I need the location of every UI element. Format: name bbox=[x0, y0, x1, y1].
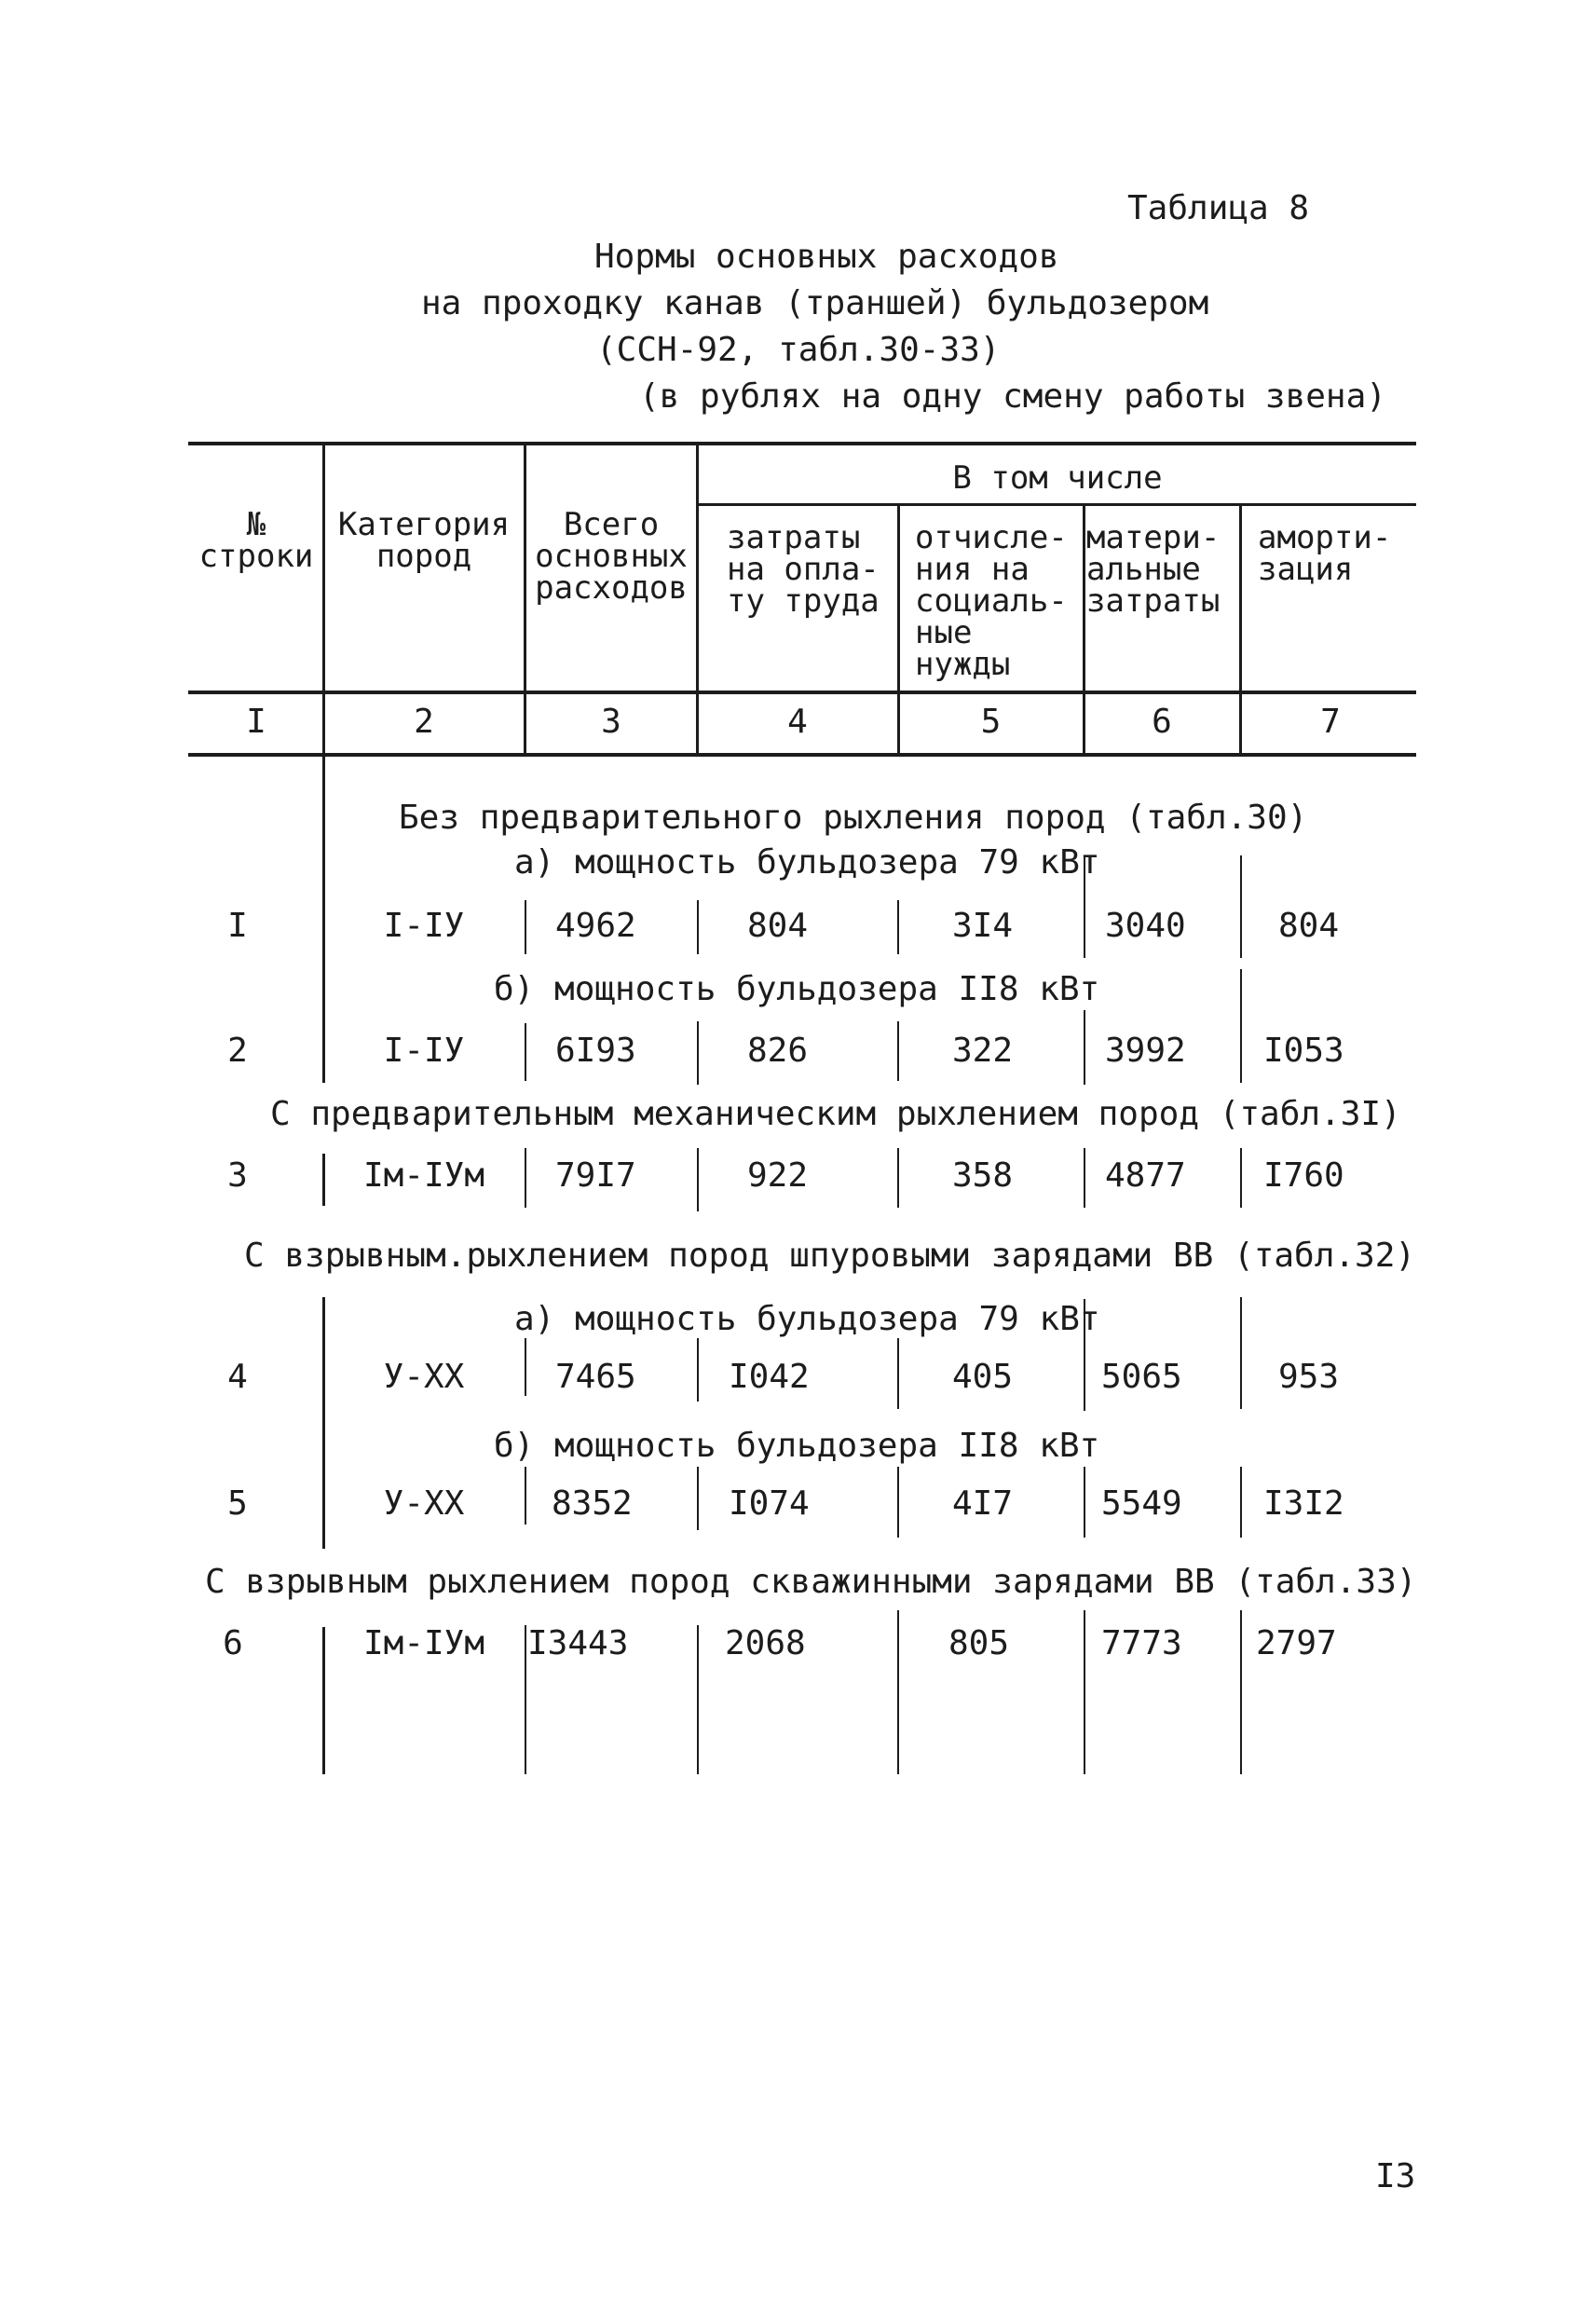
table-cell: 2068 bbox=[725, 1624, 806, 1662]
table-cell: I053 bbox=[1263, 1032, 1344, 1070]
table-cell: 3992 bbox=[1105, 1032, 1186, 1070]
body-line-col2 bbox=[525, 1625, 526, 1774]
table-cell: 6I93 bbox=[555, 1032, 636, 1070]
col-numbers-bottom-rule bbox=[188, 753, 1416, 757]
col-number: 2 bbox=[414, 703, 434, 741]
table-cell: Iм-IУм bbox=[362, 1156, 485, 1195]
table-cell: 2797 bbox=[1256, 1624, 1337, 1662]
table-cell: 826 bbox=[747, 1032, 809, 1070]
table-label: Таблица 8 bbox=[1127, 189, 1310, 227]
body-line-col2 bbox=[525, 900, 526, 954]
col-header-labor: затраты на опла- ту труда bbox=[727, 519, 880, 620]
body-line-col2 bbox=[525, 1023, 526, 1081]
page-number: I3 bbox=[1375, 2157, 1416, 2195]
col-number: 3 bbox=[601, 703, 621, 741]
header-divider-2 bbox=[524, 442, 526, 755]
table-cell: У-XX bbox=[383, 1358, 465, 1396]
table-cell: 4I7 bbox=[952, 1484, 1014, 1523]
body-line-col6 bbox=[1240, 855, 1242, 958]
body-line-col3 bbox=[697, 1021, 699, 1085]
section-subheading: б) мощность бульдозера II8 кВт bbox=[494, 1427, 1100, 1465]
group-header-rule bbox=[697, 503, 1416, 506]
body-line-col5 bbox=[1084, 1148, 1085, 1208]
table-cell: 405 bbox=[952, 1358, 1014, 1396]
body-line-col3 bbox=[697, 1625, 699, 1774]
body-line-col2 bbox=[525, 1338, 526, 1396]
body-line-col2 bbox=[525, 1467, 526, 1525]
section-subheading: б) мощность бульдозера II8 кВт bbox=[494, 970, 1100, 1008]
section-heading: С предварительным механическим рыхлением пород (табл.3I) bbox=[270, 1095, 1401, 1133]
body-line-col4 bbox=[897, 1610, 899, 1774]
body-line-col4 bbox=[897, 1148, 899, 1208]
table-cell: У-XX bbox=[383, 1484, 465, 1523]
col-header-category: Категория пород bbox=[337, 506, 511, 575]
body-line-col6 bbox=[1240, 969, 1242, 1083]
body-line-col5 bbox=[1084, 1610, 1085, 1774]
table-cell: I042 bbox=[729, 1358, 810, 1396]
body-line-col4 bbox=[897, 1338, 899, 1409]
table-cell: I-IУ bbox=[383, 1032, 465, 1070]
table-cell: I074 bbox=[729, 1484, 810, 1523]
table-cell: I-IУ bbox=[383, 907, 465, 945]
section-heading: С взрывным рыхлением пород скважинными зарядами ВВ (табл.33) bbox=[205, 1563, 1417, 1601]
body-line-col3 bbox=[697, 1467, 699, 1530]
table-cell: 4877 bbox=[1105, 1156, 1186, 1195]
table-cell: 2 bbox=[227, 1032, 248, 1070]
table-cell: 358 bbox=[952, 1156, 1014, 1195]
col-header-row-number: № строки bbox=[198, 506, 314, 575]
table-cell: 8352 bbox=[552, 1484, 633, 1523]
table-cell: 7773 bbox=[1101, 1624, 1182, 1662]
col-number: 5 bbox=[980, 703, 1002, 741]
col-header-group: В том числе bbox=[952, 459, 1163, 497]
table-cell: 3 bbox=[227, 1156, 248, 1195]
table-cell: 4962 bbox=[555, 907, 636, 945]
col-number: 7 bbox=[1320, 703, 1341, 741]
table-cell: 3I4 bbox=[952, 907, 1014, 945]
table-cell: 3040 bbox=[1105, 907, 1186, 945]
body-line-col6 bbox=[1240, 1610, 1242, 1774]
body-line-col3 bbox=[697, 1148, 699, 1211]
col-number: 4 bbox=[787, 703, 808, 741]
table-cell: 5549 bbox=[1101, 1484, 1182, 1523]
section-subheading: а) мощность бульдозера 79 кВт bbox=[514, 1300, 1100, 1338]
table-cell: I760 bbox=[1263, 1156, 1344, 1195]
table-top-rule bbox=[188, 442, 1416, 445]
table-cell: 953 bbox=[1278, 1358, 1340, 1396]
col-header-materials: матери- альные затраты bbox=[1086, 519, 1221, 620]
section-heading: С взрывным.рыхлением пород шпуровыми зарядами ВВ (табл.32) bbox=[244, 1237, 1416, 1275]
table-cell: 6 bbox=[223, 1624, 243, 1662]
body-line-col4 bbox=[897, 1467, 899, 1538]
table-cell: 7465 bbox=[555, 1358, 636, 1396]
table-cell: 804 bbox=[1278, 907, 1340, 945]
col-number: I bbox=[246, 703, 266, 741]
table-cell: I3443 bbox=[527, 1624, 629, 1662]
col-header-social: отчисле- ния на социаль- ные нужды bbox=[915, 519, 1068, 683]
table-title-line3: (ССН-92, табл.30-33) bbox=[596, 331, 1001, 369]
body-line-col5 bbox=[1084, 1467, 1085, 1538]
body-line-col3 bbox=[697, 1338, 699, 1402]
body-line-col3 bbox=[697, 900, 699, 954]
section-heading: Без предварительного рыхления пород (табл.30) bbox=[399, 799, 1308, 837]
table-cell: Iм-IУм bbox=[362, 1624, 485, 1662]
table-cell: 5065 bbox=[1101, 1358, 1182, 1396]
body-line-col6 bbox=[1240, 1467, 1242, 1538]
table-cell: 922 bbox=[747, 1156, 809, 1195]
table-cell: 804 bbox=[747, 907, 809, 945]
table-title-line1: Нормы основных расходов bbox=[594, 238, 1059, 276]
body-line-col4 bbox=[897, 900, 899, 954]
body-line-col6 bbox=[1240, 1148, 1242, 1208]
table-cell: I bbox=[227, 907, 248, 945]
col-number: 6 bbox=[1152, 703, 1172, 741]
body-line-col5 bbox=[1084, 1010, 1085, 1085]
table-cell: 805 bbox=[948, 1624, 1010, 1662]
table-cell: 5 bbox=[227, 1484, 248, 1523]
table-cell: 322 bbox=[952, 1032, 1014, 1070]
section-subheading: а) мощность бульдозера 79 кВт bbox=[514, 843, 1100, 882]
body-line-col6 bbox=[1240, 1297, 1242, 1409]
table-cell: 79I7 bbox=[555, 1156, 636, 1195]
table-cell: 4 bbox=[227, 1358, 248, 1396]
table-cell: I3I2 bbox=[1263, 1484, 1344, 1523]
table-title-line2: на проходку канав (траншей) бульдозером bbox=[421, 284, 1209, 322]
table-units: (в рублях на одну смену работы звена) bbox=[639, 377, 1386, 416]
header-bottom-rule bbox=[188, 691, 1416, 694]
col-header-amortization: аморти- зация bbox=[1258, 519, 1392, 588]
col-header-total: Всего основных расходов bbox=[535, 506, 688, 607]
body-line-col2 bbox=[525, 1148, 526, 1208]
body-line-col4 bbox=[897, 1021, 899, 1081]
